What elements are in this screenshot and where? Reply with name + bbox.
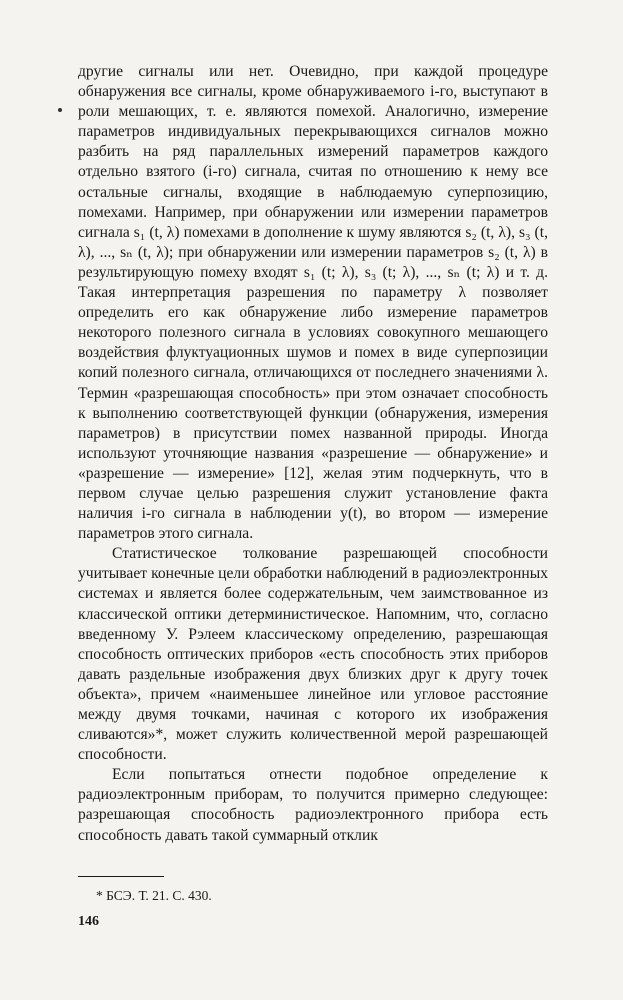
page-number: 146 <box>78 914 99 929</box>
paragraph-2: Статистическое толкование разрешающей способности учитывает конечные цели обработки наблюдений в радиоэлектронных системах и является более содержательным, чем заимствованное из классической оптики детерминистическое. Напомним, что, согласно введенному У. Рэлеем классическому определению, разрешающая способность оптических приборов «есть способность этих приборов давать раздельные изображения двух близких друг к другу точек объекта», причем «наименьшее линейное или угловое расстояние между двумя точками, начиная с которого их изображения сливаются»*, может служить количественной мерой разрешающей способности. <box>78 545 548 764</box>
footnote: * БСЭ. Т. 21. С. 430. <box>96 888 212 903</box>
footnote-divider <box>78 876 164 877</box>
paragraph-3: Если попытаться отнести подобное определение к радиоэлектронным приборам, то получится примерно следующее: разрешающая способность радиоэлектронного прибора есть способность давать такой суммарный отклик <box>78 766 548 844</box>
page-body <box>78 62 548 846</box>
margin-mark <box>58 108 62 112</box>
paragraph-1: другие сигналы или нет. Очевидно, при каждой процедуре обнаружения все сигналы, кроме обнаруживаемого i-го, выступают в роли мешающих, т. е. являются помехой. Аналогично, измерение параметров индивидуальных перекрывающихся сигналов можно разбить на ряд параллельных измерений параметров каждого отдельно взятого (i-го) сигнала, считая по отношению к нему все остальные сигналы, входящие в наблюдаемую суперпозицию, помехами. Например, при обнаружении или измерении параметров сигнала s₁ (t, λ) помехами в дополнение к шуму являются s₂ (t, λ), s₃ (t, λ), ..., sₙ (t, λ); при обнаружении или измерении параметров s₂ (t, λ) в результирующую помеху входят s₁ (t; λ), s₃ (t; λ), ..., sₙ (t; λ) и т. д. Такая интерпретация разрешения по параметру λ позволяет определить его как обнаружение либо измерение параметров некоторого полезного сигнала в условиях совокупного мешающего воздействия флуктуационных шумов и помех в виде суперпозиции копий полезного сигнала, отличающихся от последнего значениями λ. Термин «разрешающая способность» при этом означает способность к выполнению соответствующей функции (обнаружения, измерения параметров) в присутствии помех названной природы. Иногда используют уточняющие названия «разрешение — обнаружение» и «разрешение — измерение» [12], желая этим подчеркнуть, что в первом случае целью разрешения служит установление факта наличия i-го сигнала в наблюдении y(t), во втором — измерение параметров этого сигнала. <box>78 63 548 543</box>
